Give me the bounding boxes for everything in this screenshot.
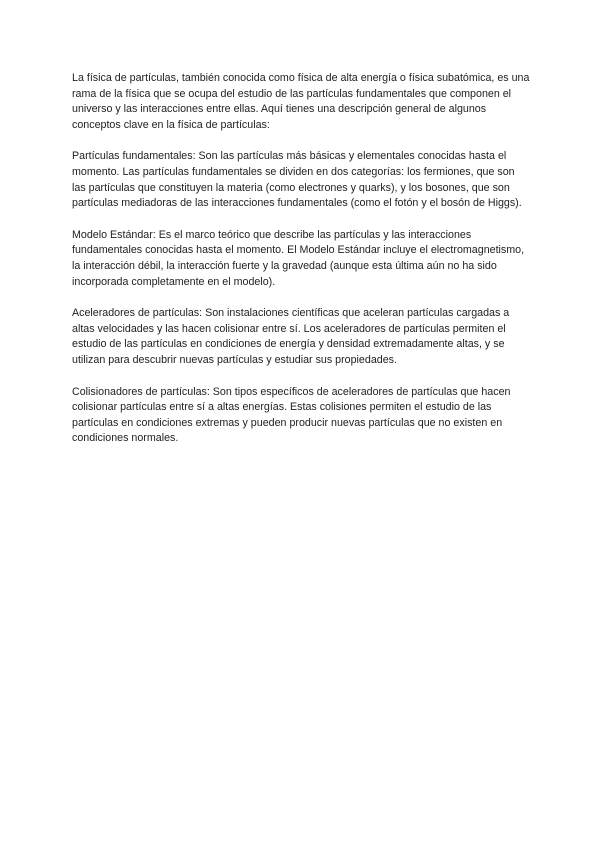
fundamental-particles-paragraph: Partículas fundamentales: Son las partículas más básicas y elementales conocidas hasta el momento. Las partículas fundamentales se dividen en dos categorías: los fermiones, que son las partículas que constituyen la materia (como electrones y quarks), y los bosones, que son partículas mediadoras de las interacciones fundamentales (como el fotón y el bosón de Higgs). [72, 150, 522, 210]
document-body [72, 71, 530, 463]
particle-accelerators-paragraph: Aceleradores de partículas: Son instalaciones científicas que aceleran partículas cargadas a altas velocidades y las hacen colisionar entre sí. Los aceleradores de partículas permiten el estudio de las partículas en condiciones de energía y densidad extremadamente altas, y se utilizan para descubrir nuevas partículas y estudiar sus propiedades. [72, 307, 510, 366]
particle-colliders-paragraph: Colisionadores de partículas: Son tipos específicos de aceleradores de partículas que hacen colisionar partículas entre sí a altas energías. Estas colisiones permiten el estudio de las partículas en condiciones extremas y pueden producir nuevas partículas que no existen en condiciones normales. [72, 385, 511, 445]
standard-model-paragraph: Modelo Estándar: Es el marco teórico que describe las partículas y las interacciones fundamentales conocidas hasta el momento. El Modelo Estándar incluye el electromagnetismo, la interacción débil, la interacción fuerte y la gravedad (aunque esta última aún no ha sido incorporada completamente en el modelo). [72, 228, 525, 288]
intro-paragraph: La física de partículas, también conocida como física de alta energía o física subatómica, es una rama de la física que se ocupa del estudio de las partículas fundamentales que componen el universo y las interacciones entre ellas. Aquí tienes una descripción general de algunos conceptos clave en la física de partículas: [72, 72, 530, 131]
